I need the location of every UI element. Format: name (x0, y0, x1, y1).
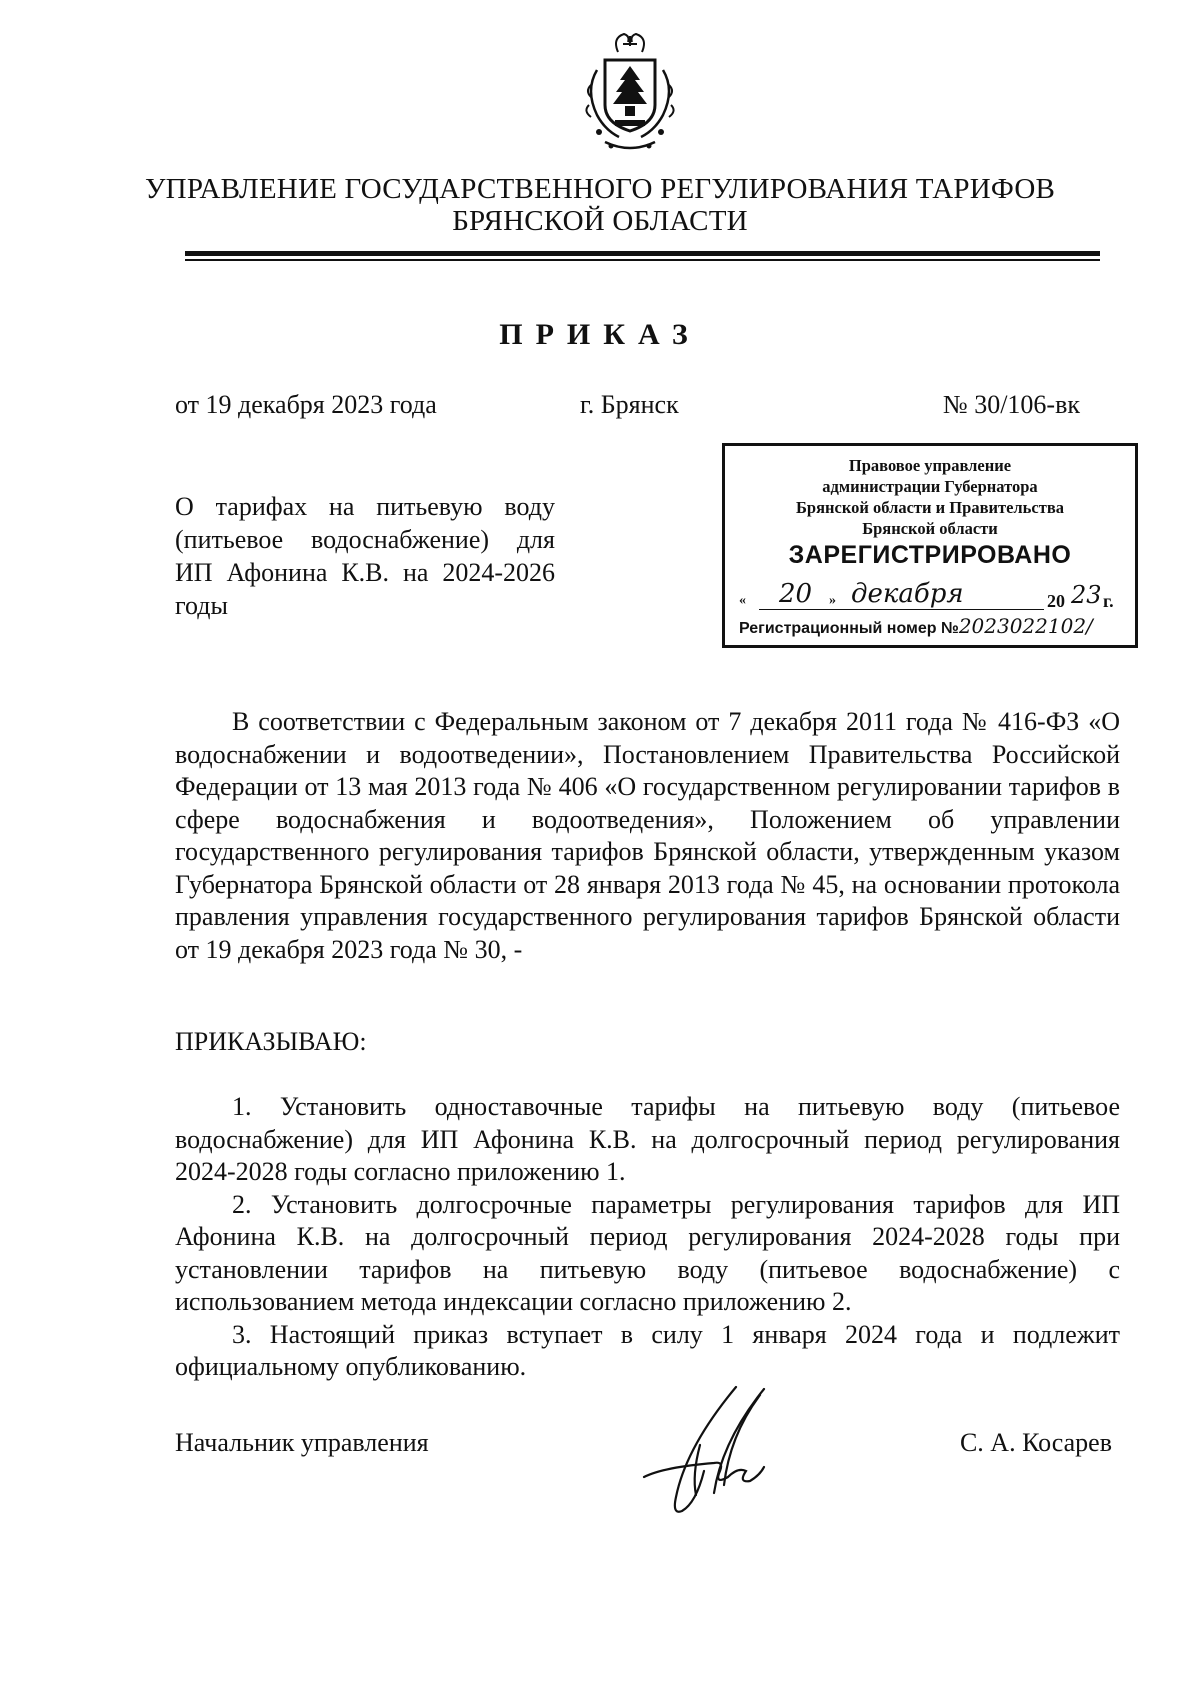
stamp-open-quote: « (739, 593, 746, 608)
stamp-line: администрации Губернатора (822, 477, 1038, 496)
stamp-reg-number: 2023022102/ (958, 614, 1093, 638)
document-title: ПРИКАЗ (499, 318, 701, 351)
document-number: № 30/106-вк (942, 390, 1080, 419)
signatory-role: Начальник управления (175, 1428, 429, 1457)
organization-name-line1: УПРАВЛЕНИЕ ГОСУДАРСТВЕННОГО РЕГУЛИРОВАНИЯ ТАРИФОВ (144, 173, 1056, 205)
order-item: 3. Настоящий приказ вступает в силу 1 января 2024 года и подлежит официальному опубликованию. (175, 1319, 1120, 1381)
stamp-year-suffix: 23 (1071, 581, 1102, 609)
order-item: 1. Установить одноставочные тарифы на питьевую воду (питьевое водоснабжение) для ИП Афонина К.В. на долгосрочный период регулирования 2024-2028 годы согласно приложению 1. (175, 1092, 1120, 1186)
stamp-close-quote: » (829, 593, 836, 608)
signatory-name: С. А. Косарев (959, 1428, 1112, 1457)
stamp-line: Брянской области и Правительства (796, 498, 1064, 517)
stamp-registered-label: ЗАРЕГИСТРИРОВАНО (788, 541, 1072, 569)
header-rule-thin (185, 259, 1100, 261)
order-word: ПРИКАЗЫВАЮ: (175, 1027, 367, 1056)
document-date: от 19 декабря 2023 года (175, 390, 437, 419)
organization-name-line2: БРЯНСКОЙ ОБЛАСТИ (452, 205, 748, 237)
header-rule-thick (185, 251, 1100, 256)
stamp-date-line (739, 579, 1129, 619)
handwritten-signature-icon (640, 1385, 880, 1525)
stamp-day: 20 (779, 579, 813, 609)
document-city: г. Брянск (580, 390, 679, 419)
stamp-month: декабря (851, 579, 964, 609)
order-items (175, 1091, 1120, 1384)
stamp-reg-label: Регистрационный номер № (739, 620, 959, 637)
stamp-registration-number (739, 614, 1093, 638)
coat-of-arms-icon (575, 30, 685, 155)
order-item: 2. Установить долгосрочные параметры регулирования тарифов для ИП Афонина К.В. на долгосрочный период регулирования 2024-2028 годы при установлении тарифов на питьевую воду (питьевое водоснабжение) с использованием метода индексации согласно приложению 2. (175, 1189, 1120, 1316)
stamp-line: Брянской области (862, 519, 998, 538)
stamp-underline (759, 609, 1044, 610)
document-subject: О тарифах на питьевую воду (питьевое водоснабжение) для ИП Афонина К.В. на 2024-2026 годы (175, 492, 555, 620)
stamp-year-prefix: 20 (1047, 591, 1065, 611)
stamp-line: Правовое управление (848, 456, 1012, 475)
stamp-year-unit: г. (1103, 591, 1114, 611)
preamble-paragraph: В соответствии с Федеральным законом от 7 декабря 2011 года № 416-ФЗ «О водоснабжении и водоотведении», Постановлением Правительства Российской Федерации от 13 мая 2013 года № 406 «О государственном регулировании тарифов в сфере водоснабжения и водоотведения», Положением об управлении государственного регулирования тарифов Брянской области, утвержденным указом Губернатора Брянской области от 28 января 2013 года № 45, на основании протокола правления управления государственного регулирования тарифов Брянской области от 19 декабря 2023 года № 30, - (175, 707, 1120, 964)
registration-stamp (722, 443, 1138, 648)
document-body (175, 706, 1120, 966)
